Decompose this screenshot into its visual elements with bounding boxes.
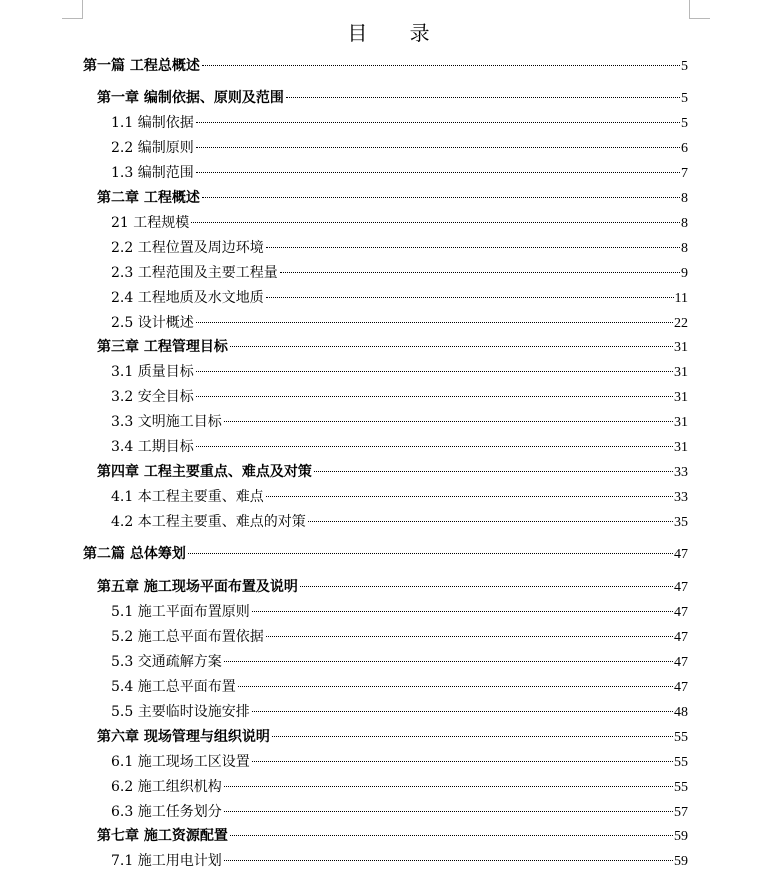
- toc-entry-label: 5.5 主要临时设施安排: [111, 704, 250, 720]
- toc-page-number: 33: [674, 490, 688, 505]
- toc-page-number: 47: [674, 655, 688, 670]
- toc-chapter-entry[interactable]: [97, 825, 688, 847]
- toc-page-number: 6: [681, 141, 688, 156]
- toc-entry-label: 第二篇 总体筹划: [83, 546, 186, 562]
- toc-dot-leader: [196, 446, 673, 447]
- toc-page-number: 8: [681, 191, 688, 206]
- toc-page-number: 22: [674, 316, 688, 331]
- toc-section-entry[interactable]: [111, 751, 688, 773]
- toc-title: 目 录: [347, 21, 448, 45]
- toc-entry-label: 4.2 本工程主要重、难点的对策: [111, 514, 306, 530]
- toc-page-number: 48: [674, 705, 688, 720]
- toc-entry-label: 第七章 施工资源配置: [97, 828, 228, 844]
- toc-page-number: 33: [674, 465, 688, 480]
- toc-dot-leader: [196, 122, 680, 123]
- toc-page-number: 57: [674, 805, 688, 820]
- toc-entry-label: 1.1 编制依据: [111, 115, 194, 131]
- toc-dot-leader: [188, 553, 673, 554]
- toc-dot-leader: [224, 421, 673, 422]
- toc-dot-leader: [286, 97, 680, 98]
- toc-entry-label: 第四章 工程主要重点、难点及对策: [97, 464, 312, 480]
- toc-dot-leader: [230, 835, 673, 836]
- toc-page-number: 59: [674, 854, 688, 869]
- toc-dot-leader: [224, 860, 673, 861]
- toc-dot-leader: [196, 172, 680, 173]
- toc-dot-leader: [202, 197, 680, 198]
- toc-section-entry[interactable]: [111, 212, 688, 234]
- toc-dot-leader: [238, 686, 673, 687]
- toc-entry-label: 2.4 工程地质及水文地质: [111, 290, 264, 306]
- toc-entry-label: 3.4 工期目标: [111, 439, 194, 455]
- toc-entry-label: 第六章 现场管理与组织说明: [97, 729, 270, 745]
- toc-entry-label: 6.3 施工任务划分: [111, 804, 222, 820]
- toc-page-number: 47: [674, 547, 688, 562]
- toc-dot-leader: [202, 65, 680, 66]
- toc-page-number: 11: [674, 291, 688, 306]
- toc-page-number: 47: [674, 680, 688, 695]
- toc-section-entry[interactable]: [111, 701, 688, 723]
- toc-section-entry[interactable]: [111, 801, 688, 823]
- toc-entry-label: 2.5 设计概述: [111, 315, 194, 331]
- toc-page-number: 8: [681, 216, 688, 231]
- toc-entry-label: 3.3 文明施工目标: [111, 414, 222, 430]
- toc-page-number: 47: [674, 605, 688, 620]
- toc-dot-leader: [308, 521, 673, 522]
- toc-entry-label: 2.2 工程位置及周边环境: [111, 240, 264, 256]
- toc-page-number: 59: [674, 829, 688, 844]
- toc-page-number: 31: [674, 340, 688, 355]
- toc-dot-leader: [266, 247, 680, 248]
- toc-page-number: 31: [674, 365, 688, 380]
- toc-entry-label: 2.3 工程范围及主要工程量: [111, 265, 278, 281]
- toc-section-entry[interactable]: [111, 676, 688, 698]
- toc-page-number: 9: [681, 266, 688, 281]
- toc-entry-label: 7.1 施工用电计划: [111, 853, 222, 869]
- toc-page-number: 55: [674, 730, 688, 745]
- toc-section-entry[interactable]: [111, 386, 688, 408]
- toc-dot-leader: [252, 711, 673, 712]
- toc-dot-leader: [196, 371, 673, 372]
- toc-part-entry[interactable]: [83, 543, 688, 565]
- toc-dot-leader: [224, 786, 673, 787]
- toc-entry-label: 1.3 编制范围: [111, 165, 194, 181]
- toc-page-number: 5: [681, 59, 688, 74]
- toc-page-number: 47: [674, 580, 688, 595]
- toc-dot-leader: [266, 297, 674, 298]
- toc-entry-label: 21 工程规模: [111, 215, 190, 231]
- toc-page-number: 31: [674, 415, 688, 430]
- toc-section-entry[interactable]: [111, 287, 688, 309]
- toc-entry-label: 第二章 工程概述: [97, 190, 200, 206]
- toc-page-number: 5: [681, 91, 688, 106]
- toc-part-entry[interactable]: [83, 55, 688, 77]
- toc-entry-label: 2.2 编制原则: [111, 140, 194, 156]
- toc-page-number: 55: [674, 780, 688, 795]
- toc-section-entry[interactable]: [111, 137, 688, 159]
- toc-dot-leader: [300, 586, 673, 587]
- toc-chapter-entry[interactable]: [97, 336, 688, 358]
- toc-dot-leader: [252, 761, 673, 762]
- toc-section-entry[interactable]: [111, 776, 688, 798]
- toc-entry-label: 4.1 本工程主要重、难点: [111, 489, 264, 505]
- toc-chapter-entry[interactable]: [97, 187, 688, 209]
- toc-entry-label: 5.1 施工平面布置原则: [111, 604, 250, 620]
- toc-chapter-entry[interactable]: [97, 726, 688, 748]
- page-corner-mark-right: [689, 0, 710, 19]
- toc-dot-leader: [191, 222, 680, 223]
- toc-dot-leader: [272, 736, 673, 737]
- toc-section-entry[interactable]: [111, 162, 688, 184]
- toc-section-entry[interactable]: [111, 651, 688, 673]
- toc-page-number: 31: [674, 440, 688, 455]
- toc-dot-leader: [224, 661, 673, 662]
- toc-chapter-entry[interactable]: [97, 87, 688, 109]
- toc-section-entry[interactable]: [111, 312, 688, 334]
- toc-entry-label: 3.1 质量目标: [111, 364, 194, 380]
- toc-page-number: 8: [681, 241, 688, 256]
- toc-section-entry[interactable]: [111, 262, 688, 284]
- toc-page-number: 7: [681, 166, 688, 181]
- toc-section-entry[interactable]: [111, 511, 688, 533]
- toc-entry-label: 6.2 施工组织机构: [111, 779, 222, 795]
- toc-section-entry[interactable]: [111, 436, 688, 458]
- toc-section-entry[interactable]: [111, 601, 688, 623]
- toc-section-entry[interactable]: [111, 112, 688, 134]
- toc-entry-label: 5.3 交通疏解方案: [111, 654, 222, 670]
- toc-section-entry[interactable]: [111, 361, 688, 383]
- toc-dot-leader: [196, 396, 673, 397]
- toc-entry-label: 第五章 施工现场平面布置及说明: [97, 579, 298, 595]
- toc-dot-leader: [196, 147, 680, 148]
- toc-entry-label: 第一篇 工程总概述: [83, 58, 200, 74]
- toc-section-entry[interactable]: [111, 237, 688, 259]
- toc-page-number: 5: [681, 116, 688, 131]
- toc-page-number: 31: [674, 390, 688, 405]
- toc-dot-leader: [252, 611, 673, 612]
- toc-section-entry[interactable]: [111, 626, 688, 648]
- toc-entry-label: 5.4 施工总平面布置: [111, 679, 236, 695]
- toc-page-number: 35: [674, 515, 688, 530]
- toc-dot-leader: [230, 346, 673, 347]
- toc-entry-label: 5.2 施工总平面布置依据: [111, 629, 264, 645]
- toc-entry-label: 6.1 施工现场工区设置: [111, 754, 250, 770]
- toc-dot-leader: [266, 636, 673, 637]
- toc-entry-label: 第一章 编制依据、原则及范围: [97, 90, 284, 106]
- toc-dot-leader: [196, 322, 673, 323]
- toc-chapter-entry[interactable]: [97, 576, 688, 598]
- toc-entry-label: 3.2 安全目标: [111, 389, 194, 405]
- toc-dot-leader: [266, 496, 673, 497]
- toc-section-entry[interactable]: [111, 411, 688, 433]
- toc-entry-label: 第三章 工程管理目标: [97, 339, 228, 355]
- toc-page-number: 47: [674, 630, 688, 645]
- toc-page-number: 55: [674, 755, 688, 770]
- toc-chapter-entry[interactable]: [97, 461, 688, 483]
- toc-section-entry[interactable]: [111, 486, 688, 508]
- toc-dot-leader: [224, 811, 673, 812]
- toc-dot-leader: [280, 272, 680, 273]
- page-corner-mark-left: [62, 0, 83, 19]
- toc-dot-leader: [314, 471, 673, 472]
